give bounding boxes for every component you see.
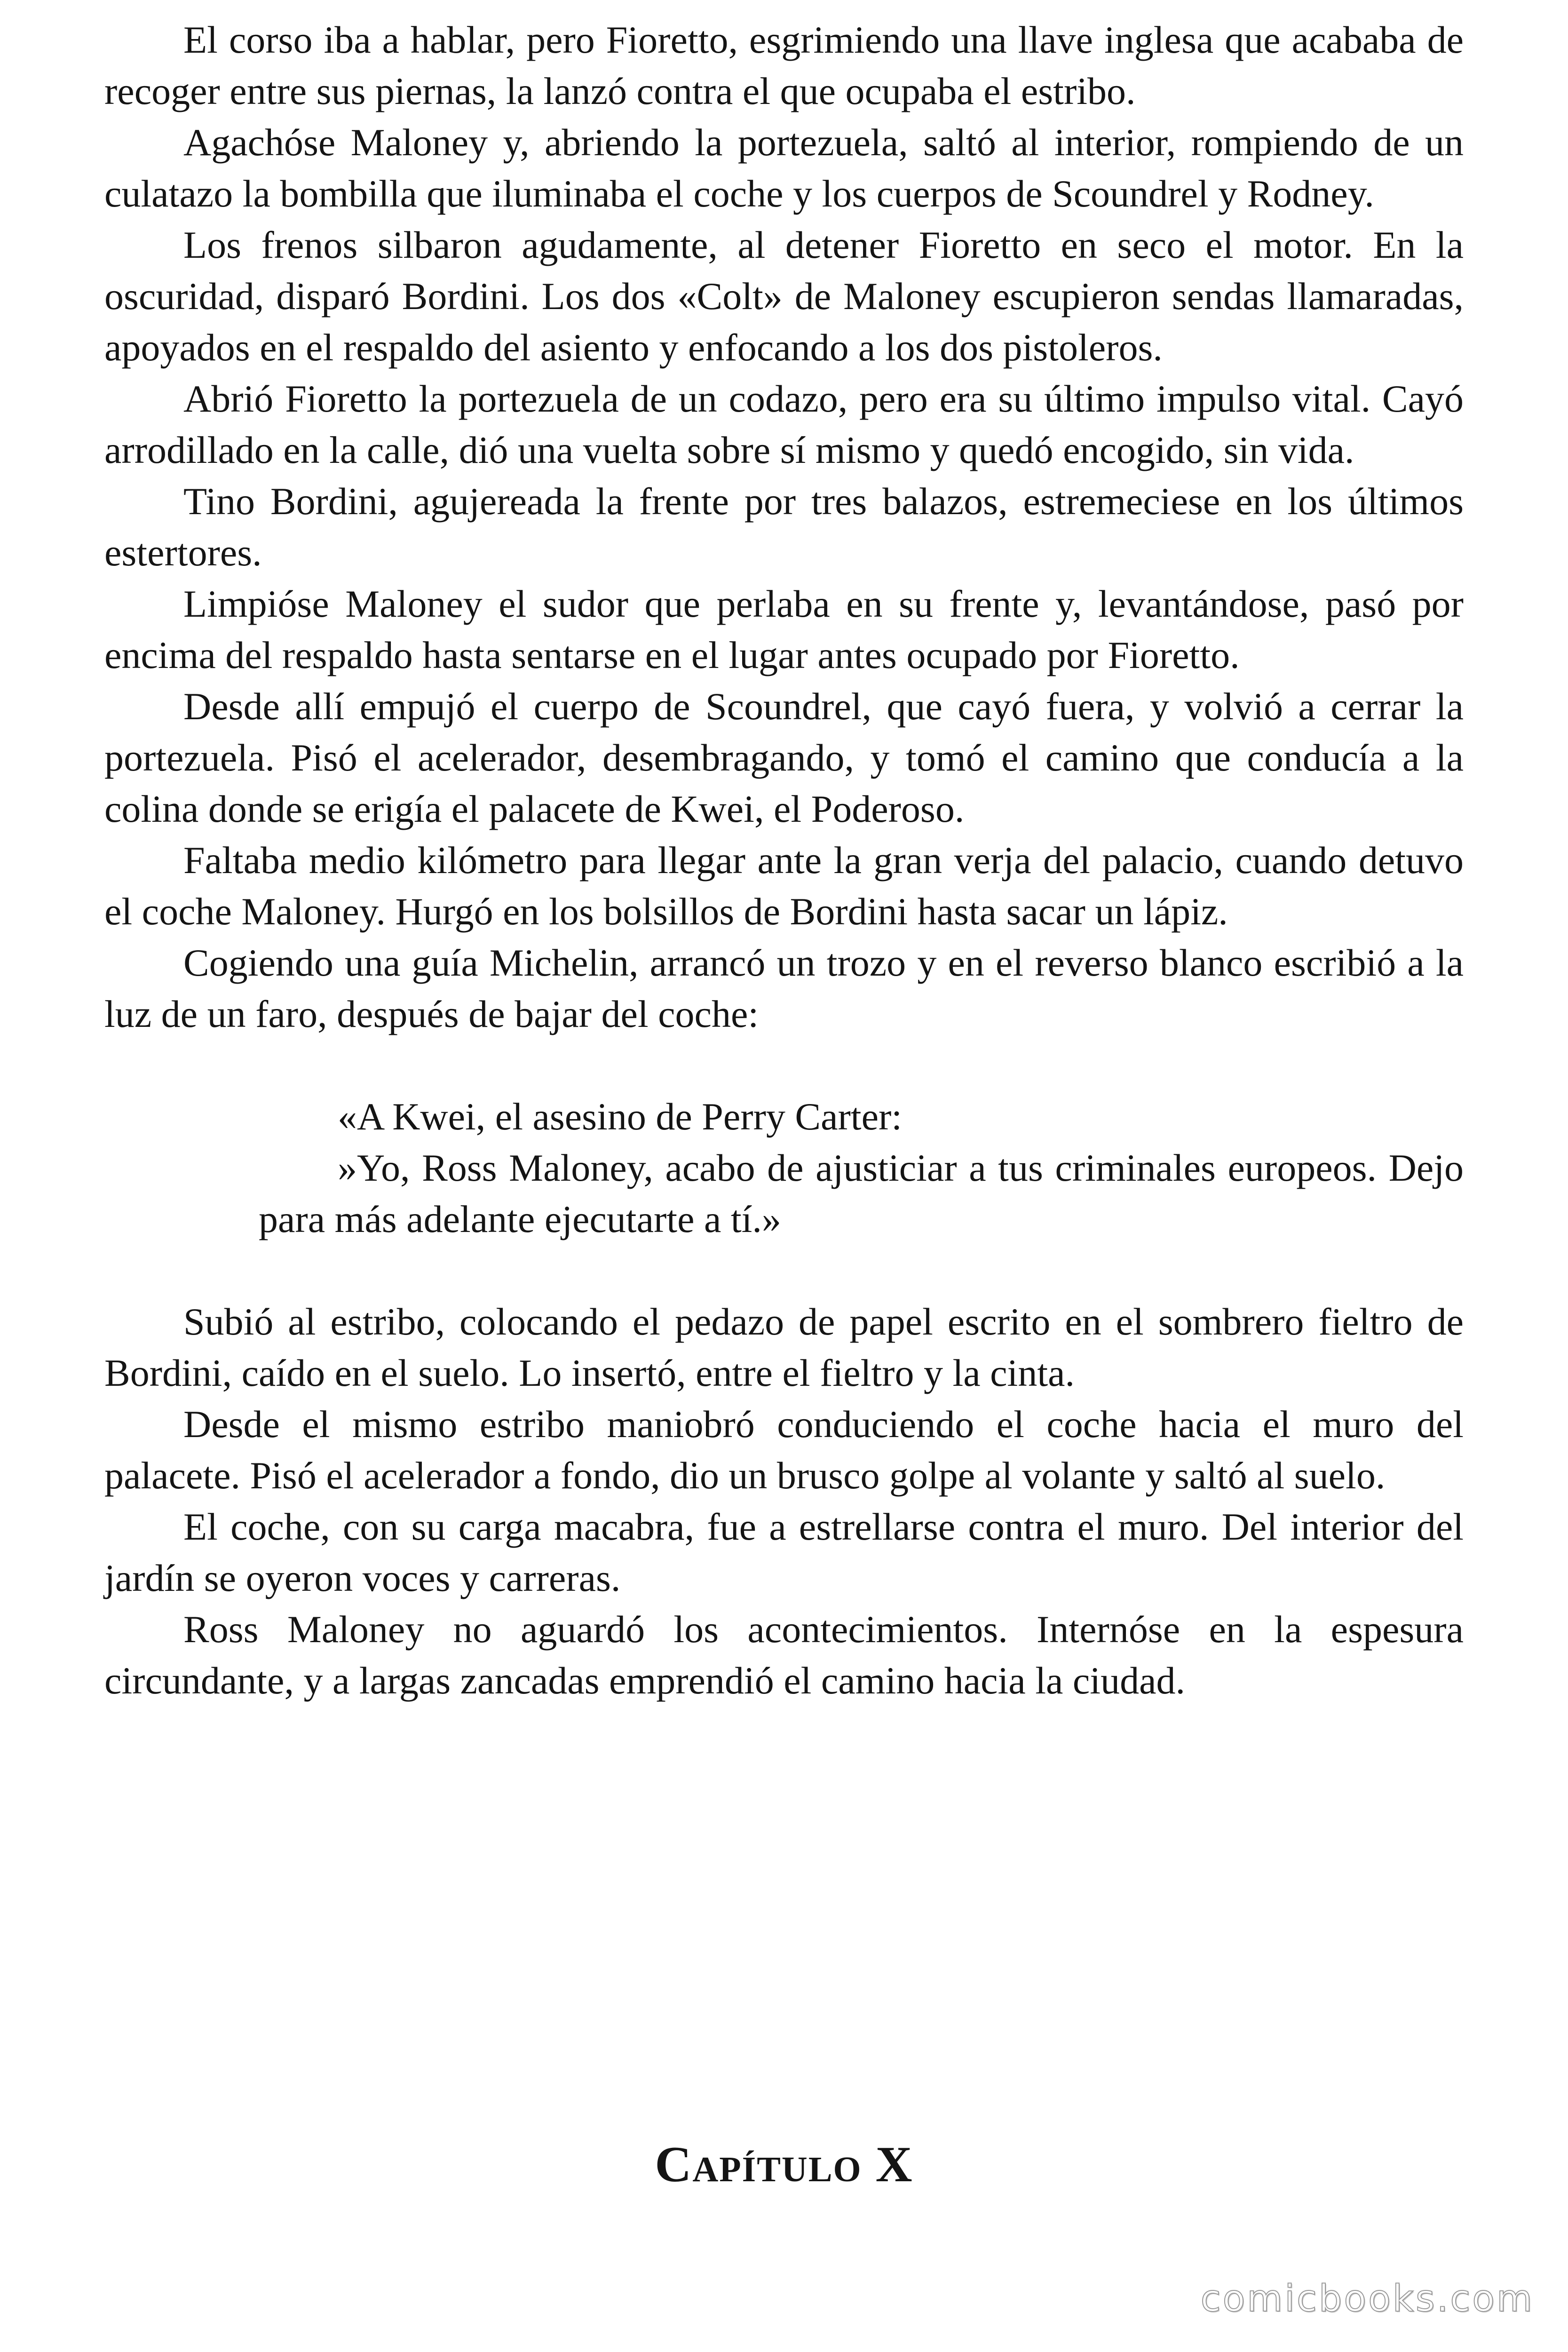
paragraph: Cogiendo una guía Michelin, arrancó un trozo y en el reverso blanco escribió a la luz de un faro, después de bajar del coche: [104, 941, 1464, 1035]
letter-line: «A Kwei, el asesino de Perry Carter: [338, 1095, 903, 1138]
quoted-letter [259, 1091, 1464, 1245]
paragraph: Tino Bordini, agujereada la frente por tres balazos, estremeciese en los últimos estertores. [104, 480, 1464, 574]
paragraph: Desde allí empujó el cuerpo de Scoundrel, que cayó fuera, y volvió a cerrar la portezuela. Pisó el acelerador, desembragando, y tomó el camino que conducía a la colina donde se erigía el palacete de Kwei, el Poderoso. [104, 685, 1464, 830]
paragraph: Abrió Fioretto la portezuela de un codazo, pero era su último impulso vital. Cayó arrodillado en la calle, dió una vuelta sobre sí mismo y quedó encogido, sin vida. [104, 377, 1464, 471]
chapter-title: Capítulo X [655, 2137, 913, 2193]
paragraph: Desde el mismo estribo maniobró conduciendo el coche hacia el muro del palacete. Pisó el acelerador a fondo, dio un brusco golpe al volante y saltó al suelo. [104, 1403, 1464, 1497]
paragraph: Agachóse Maloney y, abriendo la portezuela, saltó al interior, rompiendo de un culatazo la bombilla que iluminaba el coche y los cuerpos de Scoundrel y Rodney. [104, 121, 1464, 215]
letter-line: »Yo, Ross Maloney, acabo de ajusticiar a tus criminales europeos. Dejo para más adelante ejecutarte a tí.» [259, 1146, 1464, 1240]
paragraph: Limpióse Maloney el sudor que perlaba en su frente y, levantándose, pasó por encima del respaldo hasta sentarse en el lugar antes ocupado por Fioretto. [104, 582, 1464, 676]
paragraph: Ross Maloney no aguardó los acontecimientos. Internóse en la espesura circundante, y a largas zancadas emprendió el camino hacia la ciudad. [104, 1608, 1464, 1702]
paragraph: El coche, con su carga macabra, fue a estrellarse contra el muro. Del interior del jardín se oyeron voces y carreras. [104, 1505, 1464, 1599]
body-text [104, 14, 1464, 1706]
paragraph: Subió al estribo, colocando el pedazo de papel escrito en el sombrero fieltro de Bordini, caído en el suelo. Lo insertó, entre el fieltro y la cinta. [104, 1300, 1464, 1394]
watermark: comicbooks.com [1200, 2278, 1534, 2320]
paragraph: Faltaba medio kilómetro para llegar ante la gran verja del palacio, cuando detuvo el coche Maloney. Hurgó en los bolsillos de Bordini hasta sacar un lápiz. [104, 839, 1464, 933]
paragraph: Los frenos silbaron agudamente, al detener Fioretto en seco el motor. En la oscuridad, disparó Bordini. Los dos «Colt» de Maloney escupieron sendas llamaradas, apoyados en el respaldo del asiento y enfocando a los dos pistoleros. [104, 223, 1464, 369]
paragraph: El corso iba a hablar, pero Fioretto, esgrimiendo una llave inglesa que acababa de recoger entre sus piernas, la lanzó contra el que ocupaba el estribo. [104, 18, 1464, 112]
